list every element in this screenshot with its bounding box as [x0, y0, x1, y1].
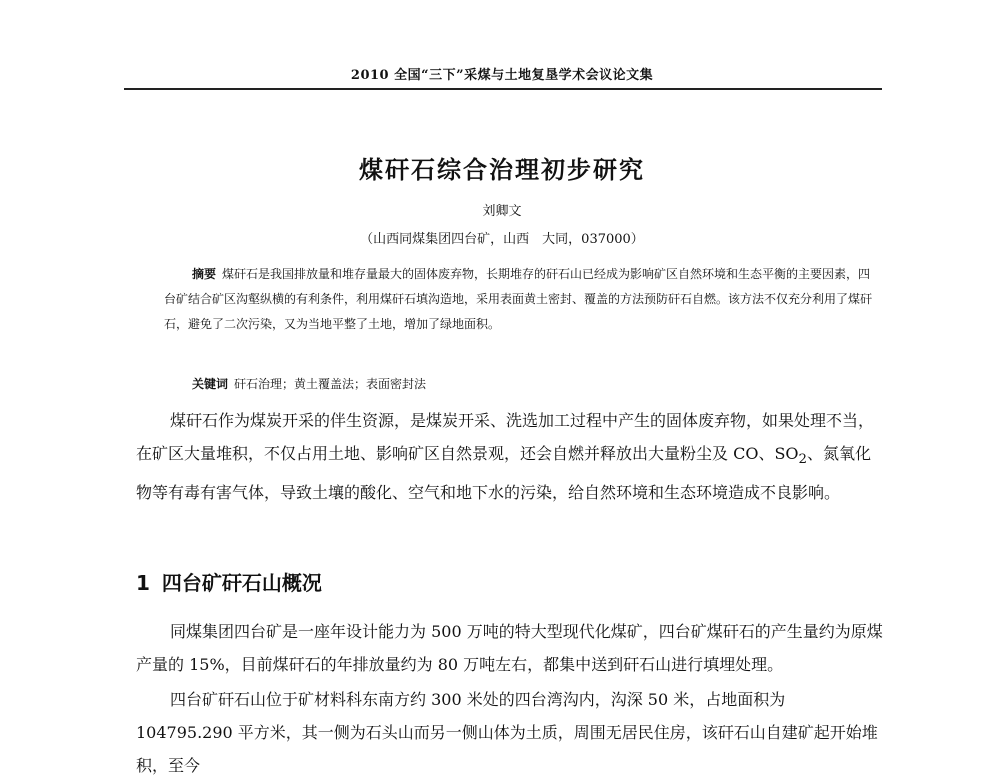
header-rule: [124, 88, 882, 90]
abstract: [164, 262, 882, 337]
paragraph-2: 同煤集团四台矿是一座年设计能力为 500 万吨的特大型现代化煤矿，四台矿煤矸石的产生量约为原煤产量的 15%，目前煤矸石的年排放量约为 80 万吨左右，都集中送到矸石山进行填埋处理。: [136, 622, 883, 674]
keywords-label: 关键词: [192, 377, 229, 391]
section-1-heading: [136, 567, 884, 596]
keywords-text: 矸石治理；黄土覆盖法；表面密封法: [234, 377, 427, 391]
paper-title: 煤矸石综合治理初步研究: [359, 156, 645, 184]
affiliation: （山西同煤集团四台矿，山西 大同，037000）: [360, 232, 644, 247]
intro-paragraph: [136, 404, 884, 509]
abstract-label: 摘要: [192, 267, 217, 281]
keywords: [164, 372, 882, 397]
paragraph-3: 四台矿矸石山位于矿材料科东南方约 300 米处的四台湾沟内，沟深 50 米，占地面积为 104795.290 平方米，其一侧为石头山而另一侧山体为土质，周围无居民住房，该矸石山自建矿起开始堆积，至今: [136, 690, 878, 775]
intro-text-b: 、氮氧化物等有毒有害气体，导致土壤的酸化、空气和地下水的污染，给自然环境和生态环境造成不良影响。: [136, 444, 872, 503]
section-number: 1: [136, 571, 150, 595]
running-header: 2010 全国“三下”采煤与土地复垦学术会议论文集: [350, 68, 654, 83]
abstract-text: 煤矸石是我国排放量和堆存量最大的固体废弃物，长期堆存的矸石山已经成为影响矿区自然环境和生态平衡的主要因素，四台矿结合矿区沟壑纵横的有利条件，利用煤矸石填沟造地，采用表面黄土密封、覆盖的方法预防矸石自燃。该方法不仅充分利用了煤矸石，避免了二次污染，又为当地平整了土地，增加了绿地面积。: [164, 267, 873, 331]
author-name: 刘卿文: [482, 204, 522, 219]
intro-text-a: 煤矸石作为煤炭开采的伴生资源，是煤炭开采、洗选加工过程中产生的固体废弃物，如果处理不当，在矿区大量堆积，不仅占用土地、影响矿区自然景观，还会自燃并释放出大量粉尘及 CO、SO: [136, 411, 875, 463]
section-title: 四台矿矸石山概况: [161, 571, 322, 595]
intro-subscript: 2: [798, 452, 808, 468]
